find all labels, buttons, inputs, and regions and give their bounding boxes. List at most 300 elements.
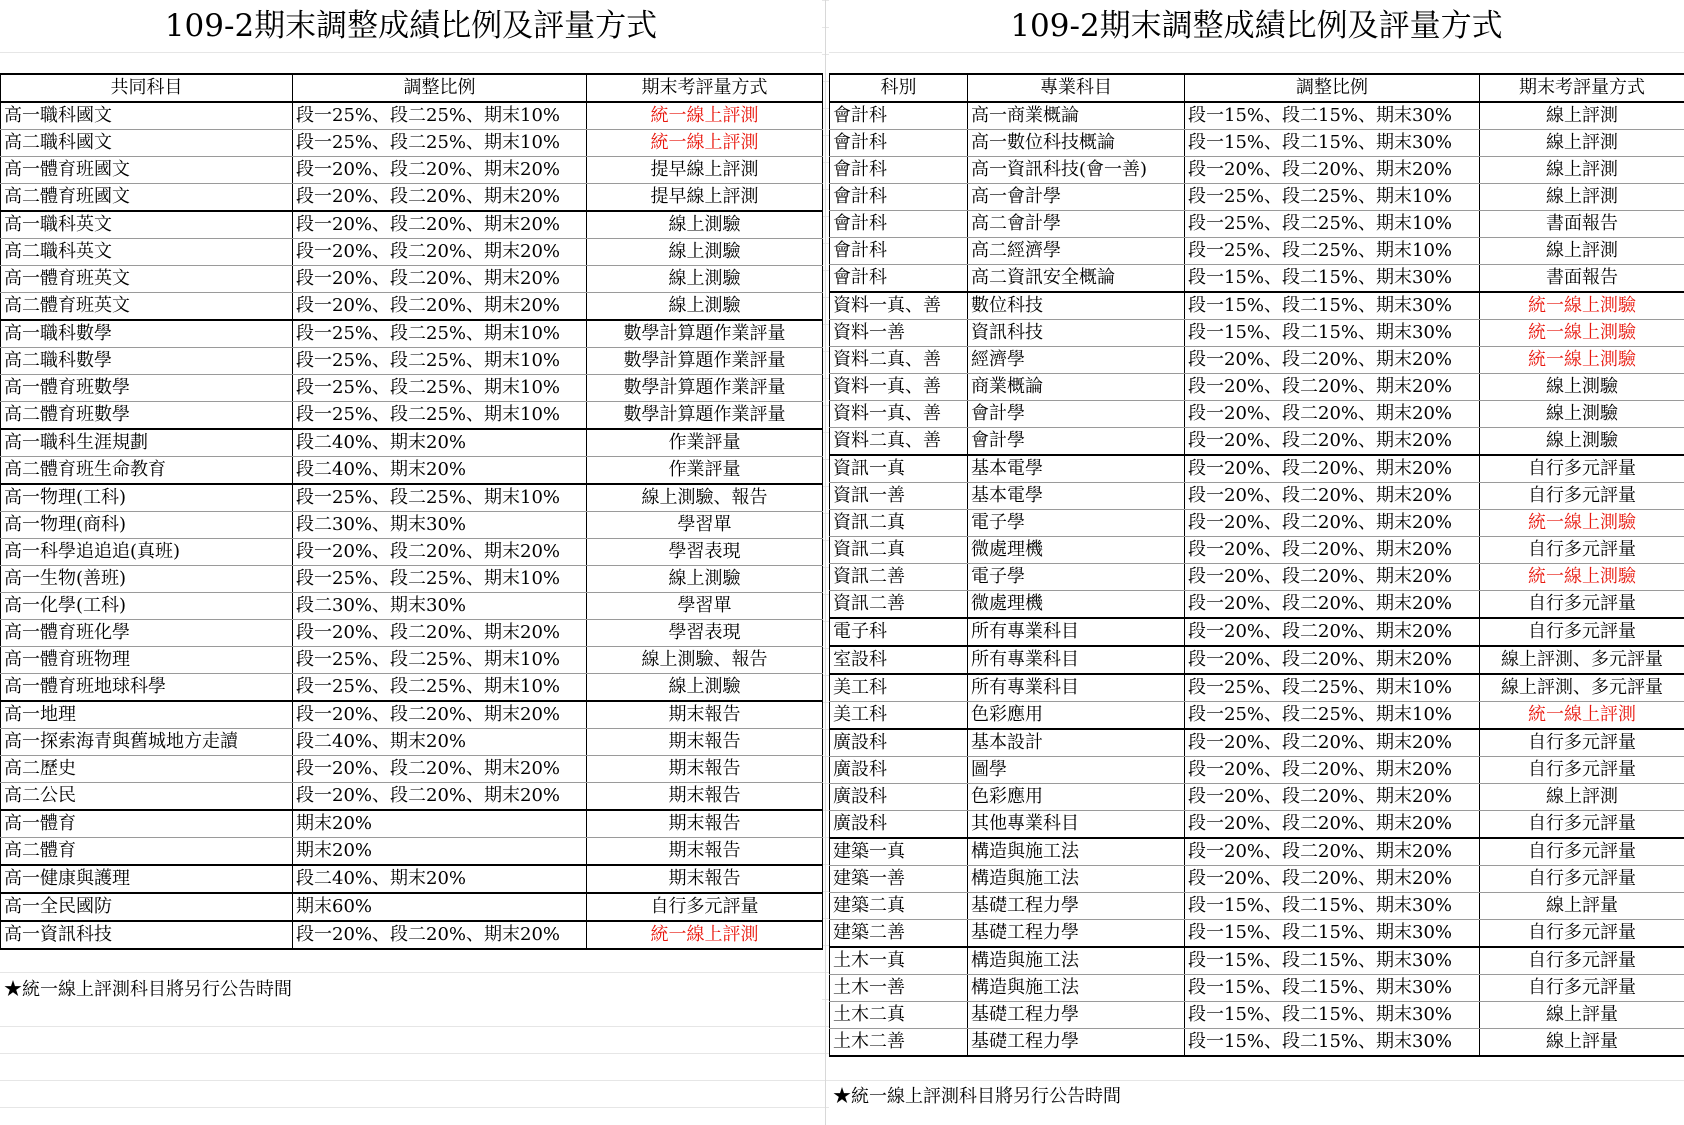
common-subjects-table [0, 73, 823, 950]
subject-cell: 高二體育班生命教育 [1, 457, 293, 485]
method-cell: 線上評量 [1480, 893, 1684, 920]
table-row [1, 266, 823, 293]
table-row [830, 893, 1684, 920]
ratio-cell: 段一20%、段二20%、期末20% [1185, 537, 1480, 564]
ratio-cell: 段一20%、段二20%、期末20% [1185, 483, 1480, 510]
method-cell: 自行多元評量 [1480, 947, 1684, 975]
method-cell: 數學計算題作業評量 [587, 402, 823, 430]
subject-cell: 高二資訊安全概論 [968, 265, 1185, 293]
table-row [1, 865, 823, 893]
ratio-cell: 段一20%、段二20%、期末20% [1185, 866, 1480, 893]
ratio-cell: 段二40%、期末20% [293, 457, 587, 485]
ratio-cell: 段一25%、段二25%、期末10% [293, 130, 587, 157]
department-cell: 會計科 [830, 130, 968, 157]
ratio-cell: 段一20%、段二20%、期末20% [1185, 811, 1480, 839]
method-cell: 統一線上測驗 [1480, 347, 1684, 374]
method-cell: 統一線上測驗 [1480, 320, 1684, 347]
ratio-cell: 段一25%、段二25%、期末10% [1185, 184, 1480, 211]
ratio-cell: 期末60% [293, 893, 587, 921]
department-cell: 會計科 [830, 265, 968, 293]
method-cell: 線上測驗 [1480, 401, 1684, 428]
method-cell: 提早線上評測 [587, 184, 823, 212]
ratio-cell: 段一25%、段二25%、期末10% [293, 402, 587, 430]
table-row [830, 265, 1684, 293]
table-row [1, 348, 823, 375]
method-cell: 自行多元評量 [1480, 757, 1684, 784]
subject-cell: 高二歷史 [1, 756, 293, 783]
subject-cell: 高二體育 [1, 838, 293, 866]
method-cell: 線上評測、多元評量 [1480, 674, 1684, 702]
ratio-cell: 段一20%、段二20%、期末20% [1185, 564, 1480, 591]
subject-cell: 高一探索海青與舊城地方走讀 [1, 729, 293, 756]
department-cell: 土木一真 [830, 947, 968, 975]
ratio-cell: 段一25%、段二25%、期末10% [1185, 211, 1480, 238]
subject-cell: 構造與施工法 [968, 947, 1185, 975]
method-cell: 自行多元評量 [1480, 838, 1684, 866]
table-row [1, 620, 823, 647]
method-cell: 學習單 [587, 593, 823, 620]
header-exam-method: 期末考評量方式 [1480, 74, 1684, 102]
method-cell: 線上測驗 [587, 566, 823, 593]
table-row [1, 701, 823, 729]
table-row [830, 618, 1684, 646]
department-cell: 建築一真 [830, 838, 968, 866]
table-row [830, 320, 1684, 347]
method-cell: 統一線上評測 [1480, 702, 1684, 730]
method-cell: 提早線上評測 [587, 157, 823, 184]
department-cell: 資訊二善 [830, 591, 968, 619]
department-cell: 建築二善 [830, 920, 968, 948]
ratio-cell: 段一20%、段二20%、期末20% [1185, 784, 1480, 811]
method-cell: 數學計算題作業評量 [587, 320, 823, 348]
ratio-cell: 段一20%、段二20%、期末20% [1185, 347, 1480, 374]
left-footnote: ★統一線上評測科目將另行公告時間 [0, 977, 822, 1003]
department-cell: 資訊一真 [830, 455, 968, 483]
method-cell: 自行多元評量 [587, 893, 823, 921]
method-cell: 線上評測 [1480, 102, 1684, 130]
ratio-cell: 段一20%、段二20%、期末20% [293, 211, 587, 239]
method-cell: 學習表現 [587, 539, 823, 566]
subject-cell: 高一體育 [1, 810, 293, 838]
method-cell: 統一線上測驗 [1480, 292, 1684, 320]
subject-cell: 高一生物(善班) [1, 566, 293, 593]
ratio-cell: 段一20%、段二20%、期末20% [293, 756, 587, 783]
ratio-cell: 段一15%、段二15%、期末30% [1185, 130, 1480, 157]
table-row [830, 130, 1684, 157]
subject-cell: 高二體育班數學 [1, 402, 293, 430]
table-row [830, 292, 1684, 320]
method-cell: 統一線上評測 [587, 130, 823, 157]
ratio-cell: 段一20%、段二20%、期末20% [1185, 455, 1480, 483]
method-cell: 自行多元評量 [1480, 483, 1684, 510]
department-cell: 資訊二真 [830, 537, 968, 564]
ratio-cell: 段一15%、段二15%、期末30% [1185, 975, 1480, 1002]
header-ratio: 調整比例 [1185, 74, 1480, 102]
subject-cell: 高二體育班國文 [1, 184, 293, 212]
header-common-subject: 共同科目 [1, 74, 293, 102]
method-cell: 期末報告 [587, 783, 823, 811]
ratio-cell: 段一20%、段二20%、期末20% [293, 157, 587, 184]
table-row [830, 838, 1684, 866]
table-row [830, 975, 1684, 1002]
subject-cell: 電子學 [968, 564, 1185, 591]
ratio-cell: 段一15%、段二15%、期末30% [1185, 947, 1480, 975]
table-row [830, 428, 1684, 456]
table-row [1, 184, 823, 212]
left-title: 109-2期末調整成績比例及評量方式 [0, 0, 822, 53]
ratio-cell: 段一15%、段二15%、期末30% [1185, 893, 1480, 920]
department-cell: 室設科 [830, 646, 968, 674]
department-cell: 廣設科 [830, 784, 968, 811]
method-cell: 作業評量 [587, 429, 823, 457]
subject-cell: 微處理機 [968, 591, 1185, 619]
ratio-cell: 段一20%、段二20%、期末20% [293, 701, 587, 729]
method-cell: 期末報告 [587, 838, 823, 866]
method-cell: 線上評測 [1480, 130, 1684, 157]
subject-cell: 構造與施工法 [968, 866, 1185, 893]
subject-cell: 高一會計學 [968, 184, 1185, 211]
subject-cell: 高一資訊科技 [1, 921, 293, 949]
subject-cell: 高一物理(工科) [1, 484, 293, 512]
ratio-cell: 段一25%、段二25%、期末10% [293, 102, 587, 130]
table-row [830, 757, 1684, 784]
subject-cell: 高一職科英文 [1, 211, 293, 239]
department-cell: 會計科 [830, 157, 968, 184]
table-row [1, 102, 823, 130]
subject-cell: 高一全民國防 [1, 893, 293, 921]
method-cell: 線上評測 [1480, 157, 1684, 184]
subject-cell: 基礎工程力學 [968, 1002, 1185, 1029]
ratio-cell: 段一20%、段二20%、期末20% [1185, 591, 1480, 619]
ratio-cell: 期末20% [293, 810, 587, 838]
table-row [830, 455, 1684, 483]
method-cell: 線上測驗、報告 [587, 484, 823, 512]
table-row [830, 646, 1684, 674]
method-cell: 統一線上評測 [587, 921, 823, 949]
subject-cell: 基礎工程力學 [968, 1029, 1185, 1057]
method-cell: 學習表現 [587, 620, 823, 647]
table-row [1, 539, 823, 566]
subject-cell: 高一體育班地球科學 [1, 674, 293, 702]
subject-cell: 資訊科技 [968, 320, 1185, 347]
subject-cell: 高一地理 [1, 701, 293, 729]
department-cell: 土木二善 [830, 1029, 968, 1057]
ratio-cell: 段一20%、段二20%、期末20% [1185, 401, 1480, 428]
table-row [830, 674, 1684, 702]
table-row [830, 811, 1684, 839]
header-exam-method: 期末考評量方式 [587, 74, 823, 102]
table-row [830, 537, 1684, 564]
table-row [830, 347, 1684, 374]
department-cell: 資訊一善 [830, 483, 968, 510]
method-cell: 數學計算題作業評量 [587, 375, 823, 402]
subject-cell: 高二會計學 [968, 211, 1185, 238]
method-cell: 線上測驗 [587, 674, 823, 702]
subject-cell: 構造與施工法 [968, 838, 1185, 866]
ratio-cell: 段一25%、段二25%、期末10% [293, 566, 587, 593]
subject-cell: 所有專業科目 [968, 618, 1185, 646]
department-cell: 美工科 [830, 674, 968, 702]
table-row [1, 457, 823, 485]
subject-cell: 高一健康與護理 [1, 865, 293, 893]
table-row [1, 838, 823, 866]
subject-cell: 高二職科英文 [1, 239, 293, 266]
ratio-cell: 段一25%、段二25%、期末10% [293, 647, 587, 674]
method-cell: 數學計算題作業評量 [587, 348, 823, 375]
ratio-cell: 段一25%、段二25%、期末10% [1185, 238, 1480, 265]
subject-cell: 高一物理(商科) [1, 512, 293, 539]
department-cell: 廣設科 [830, 757, 968, 784]
ratio-cell: 段一20%、段二20%、期末20% [293, 921, 587, 949]
table-row [1, 375, 823, 402]
ratio-cell: 段二40%、期末20% [293, 865, 587, 893]
department-cell: 土木二真 [830, 1002, 968, 1029]
common-subjects-panel [0, 0, 822, 1003]
method-cell: 自行多元評量 [1480, 975, 1684, 1002]
table-row [830, 702, 1684, 730]
department-cell: 資料一真、善 [830, 401, 968, 428]
department-cell: 會計科 [830, 238, 968, 265]
table-row [1, 429, 823, 457]
subject-cell: 基礎工程力學 [968, 893, 1185, 920]
subject-cell: 高一資訊科技(會一善) [968, 157, 1185, 184]
method-cell: 統一線上測驗 [1480, 564, 1684, 591]
table-row [1, 293, 823, 321]
ratio-cell: 段一25%、段二25%、期末10% [1185, 674, 1480, 702]
department-cell: 建築一善 [830, 866, 968, 893]
department-cell: 建築二真 [830, 893, 968, 920]
subject-cell: 高二職科數學 [1, 348, 293, 375]
ratio-cell: 段一20%、段二20%、期末20% [1185, 510, 1480, 537]
subject-cell: 高一體育班國文 [1, 157, 293, 184]
table-row [1, 566, 823, 593]
department-cell: 會計科 [830, 102, 968, 130]
department-cell: 廣設科 [830, 811, 968, 839]
subject-cell: 圖學 [968, 757, 1185, 784]
method-cell: 線上評測 [1480, 784, 1684, 811]
ratio-cell: 段一20%、段二20%、期末20% [293, 539, 587, 566]
method-cell: 自行多元評量 [1480, 729, 1684, 757]
professional-subjects-table [829, 73, 1684, 1057]
subject-cell: 高一數位科技概論 [968, 130, 1185, 157]
department-cell: 資訊二善 [830, 564, 968, 591]
table-row [830, 564, 1684, 591]
header-ratio: 調整比例 [293, 74, 587, 102]
table-row [830, 866, 1684, 893]
ratio-cell: 段一20%、段二20%、期末20% [1185, 618, 1480, 646]
method-cell: 期末報告 [587, 756, 823, 783]
ratio-cell: 段一20%、段二20%、期末20% [293, 239, 587, 266]
table-row [1, 674, 823, 702]
table-row [830, 483, 1684, 510]
table-row [1, 729, 823, 756]
table-row [1, 810, 823, 838]
method-cell: 線上評測、多元評量 [1480, 646, 1684, 674]
method-cell: 自行多元評量 [1480, 811, 1684, 839]
method-cell: 自行多元評量 [1480, 591, 1684, 619]
subject-cell: 高一體育班化學 [1, 620, 293, 647]
subject-cell: 高二體育班英文 [1, 293, 293, 321]
subject-cell: 色彩應用 [968, 784, 1185, 811]
method-cell: 期末報告 [587, 701, 823, 729]
header-department: 科別 [830, 74, 968, 102]
department-cell: 會計科 [830, 211, 968, 238]
table-row [1, 239, 823, 266]
table-row [830, 1002, 1684, 1029]
department-cell: 資料二真、善 [830, 347, 968, 374]
table-row [1, 512, 823, 539]
table-row [1, 484, 823, 512]
method-cell: 線上測驗 [587, 239, 823, 266]
header-professional-subject: 專業科目 [968, 74, 1185, 102]
ratio-cell: 段一25%、段二25%、期末10% [1185, 702, 1480, 730]
subject-cell: 高一體育班數學 [1, 375, 293, 402]
ratio-cell: 段一25%、段二25%、期末10% [293, 674, 587, 702]
department-cell: 廣設科 [830, 729, 968, 757]
department-cell: 資料一真、善 [830, 374, 968, 401]
ratio-cell: 段一20%、段二20%、期末20% [1185, 838, 1480, 866]
table-row [830, 784, 1684, 811]
subject-cell: 其他專業科目 [968, 811, 1185, 839]
method-cell: 統一線上測驗 [1480, 510, 1684, 537]
method-cell: 線上測驗 [587, 266, 823, 293]
table-row [1, 130, 823, 157]
table-row [830, 102, 1684, 130]
table-row [1, 893, 823, 921]
department-cell: 資料一善 [830, 320, 968, 347]
department-cell: 資料一真、善 [830, 292, 968, 320]
subject-cell: 高二職科國文 [1, 130, 293, 157]
table-row [830, 211, 1684, 238]
table-row [830, 184, 1684, 211]
table-row [1, 647, 823, 674]
ratio-cell: 段一15%、段二15%、期末30% [1185, 1029, 1480, 1057]
method-cell: 線上測驗 [1480, 428, 1684, 456]
table-row [1, 320, 823, 348]
method-cell: 統一線上評測 [587, 102, 823, 130]
ratio-cell: 段一15%、段二15%、期末30% [1185, 102, 1480, 130]
method-cell: 線上測驗 [587, 211, 823, 239]
method-cell: 自行多元評量 [1480, 866, 1684, 893]
subject-cell: 經濟學 [968, 347, 1185, 374]
table-row [830, 591, 1684, 619]
table-row [1, 783, 823, 811]
table-row [1, 756, 823, 783]
ratio-cell: 段一20%、段二20%、期末20% [1185, 646, 1480, 674]
department-cell: 資料二真、善 [830, 428, 968, 456]
method-cell: 書面報告 [1480, 265, 1684, 293]
panel-divider [825, 0, 826, 1125]
subject-cell: 色彩應用 [968, 702, 1185, 730]
table-row [1, 211, 823, 239]
subject-cell: 基本電學 [968, 455, 1185, 483]
ratio-cell: 段一20%、段二20%、期末20% [1185, 374, 1480, 401]
ratio-cell: 段一15%、段二15%、期末30% [1185, 265, 1480, 293]
ratio-cell: 段二40%、期末20% [293, 729, 587, 756]
ratio-cell: 段一20%、段二20%、期末20% [293, 783, 587, 811]
ratio-cell: 段二30%、期末30% [293, 512, 587, 539]
method-cell: 學習單 [587, 512, 823, 539]
right-footnote: ★統一線上評測科目將另行公告時間 [829, 1084, 1684, 1110]
ratio-cell: 段一20%、段二20%、期末20% [293, 620, 587, 647]
subject-cell: 高一職科國文 [1, 102, 293, 130]
subject-cell: 基本設計 [968, 729, 1185, 757]
ratio-cell: 段一20%、段二20%、期末20% [1185, 428, 1480, 456]
ratio-cell: 段一15%、段二15%、期末30% [1185, 920, 1480, 948]
table-row [830, 1029, 1684, 1057]
method-cell: 線上評測 [1480, 184, 1684, 211]
subject-cell: 構造與施工法 [968, 975, 1185, 1002]
ratio-cell: 段一15%、段二15%、期末30% [1185, 320, 1480, 347]
subject-cell: 微處理機 [968, 537, 1185, 564]
subject-cell: 高一體育班物理 [1, 647, 293, 674]
table-row [830, 510, 1684, 537]
method-cell: 書面報告 [1480, 211, 1684, 238]
method-cell: 線上評測 [1480, 238, 1684, 265]
ratio-cell: 段一20%、段二20%、期末20% [1185, 729, 1480, 757]
table-row [830, 729, 1684, 757]
table-row [1, 157, 823, 184]
ratio-cell: 段一20%、段二20%、期末20% [293, 293, 587, 321]
subject-cell: 所有專業科目 [968, 646, 1185, 674]
subject-cell: 高二公民 [1, 783, 293, 811]
table-row [830, 374, 1684, 401]
department-cell: 資訊二真 [830, 510, 968, 537]
method-cell: 線上評量 [1480, 1002, 1684, 1029]
subject-cell: 會計學 [968, 401, 1185, 428]
ratio-cell: 段一25%、段二25%、期末10% [293, 320, 587, 348]
method-cell: 期末報告 [587, 729, 823, 756]
ratio-cell: 段二30%、期末30% [293, 593, 587, 620]
ratio-cell: 段一20%、段二20%、期末20% [1185, 157, 1480, 184]
subject-cell: 會計學 [968, 428, 1185, 456]
subject-cell: 高一科學追追追(真班) [1, 539, 293, 566]
table-row [1, 921, 823, 949]
table-row [1, 593, 823, 620]
ratio-cell: 段一20%、段二20%、期末20% [293, 184, 587, 212]
subject-cell: 高二經濟學 [968, 238, 1185, 265]
ratio-cell: 段一20%、段二20%、期末20% [293, 266, 587, 293]
subject-cell: 高一商業概論 [968, 102, 1185, 130]
method-cell: 自行多元評量 [1480, 537, 1684, 564]
ratio-cell: 段一25%、段二25%、期末10% [293, 348, 587, 375]
department-cell: 電子科 [830, 618, 968, 646]
ratio-cell: 段二40%、期末20% [293, 429, 587, 457]
table-row [830, 920, 1684, 948]
subject-cell: 高一化學(工科) [1, 593, 293, 620]
right-title: 109-2期末調整成績比例及評量方式 [829, 0, 1684, 53]
method-cell: 自行多元評量 [1480, 920, 1684, 948]
ratio-cell: 段一20%、段二20%、期末20% [1185, 757, 1480, 784]
ratio-cell: 期末20% [293, 838, 587, 866]
method-cell: 自行多元評量 [1480, 455, 1684, 483]
method-cell: 線上測驗、報告 [587, 647, 823, 674]
ratio-cell: 段一25%、段二25%、期末10% [293, 375, 587, 402]
method-cell: 線上測驗 [1480, 374, 1684, 401]
subject-cell: 高一職科生涯規劃 [1, 429, 293, 457]
ratio-cell: 段一15%、段二15%、期末30% [1185, 1002, 1480, 1029]
method-cell: 作業評量 [587, 457, 823, 485]
ratio-cell: 段一15%、段二15%、期末30% [1185, 292, 1480, 320]
method-cell: 期末報告 [587, 810, 823, 838]
subject-cell: 基本電學 [968, 483, 1185, 510]
department-cell: 美工科 [830, 702, 968, 730]
department-cell: 土木一善 [830, 975, 968, 1002]
method-cell: 期末報告 [587, 865, 823, 893]
table-row [830, 157, 1684, 184]
table-row [830, 401, 1684, 428]
subject-cell: 基礎工程力學 [968, 920, 1185, 948]
